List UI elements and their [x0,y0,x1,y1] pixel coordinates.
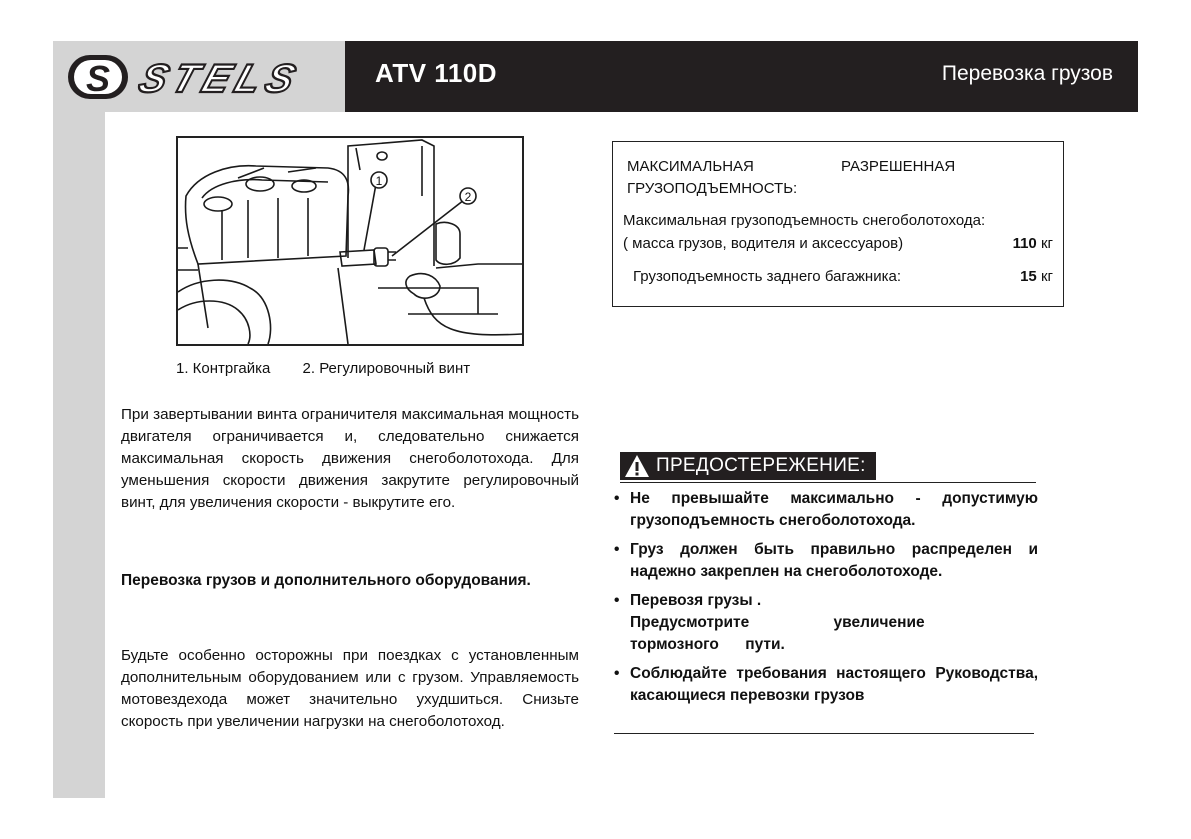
warning-divider [614,733,1034,734]
capacity-title [627,156,987,200]
warning-title: ПРЕДОСТЕРЕЖЕНИЕ: [656,455,866,476]
warning-item: • Соблюдайте требования настоящего Руководства, касающиеся перевозки грузов [614,663,1038,707]
brand-logo [67,53,337,101]
capacity-row3-value: 15 кг [1020,268,1053,285]
capacity-row1-label: Максимальная грузоподъемность снегоболотохода: [623,212,986,229]
capacity-title-line2: ГРУЗОПОДЪЕМНОСТЬ: [627,180,798,197]
svg-text:S: S [85,58,111,99]
figure-caption [176,360,536,377]
capacity-row-total [623,212,1053,229]
capacity-row2-value: 110 кг [1012,235,1053,252]
capacity-row3-label: Грузоподъемность заднего багажника: [633,268,901,285]
callout-1: 1 [375,174,383,188]
warning-triangle-icon [624,454,650,478]
capacity-box [612,141,1064,307]
warning-item: • Перевозя грузы . Предусмотрите увеличение тормозного пути. [614,590,1038,656]
side-strip [53,112,105,798]
callout-2: 2 [464,190,472,204]
engine-illustration [176,136,524,346]
capacity-row2-label: ( масса грузов, водителя и аксессуаров) [623,235,904,252]
warning-list [614,488,1038,714]
warning-header [620,452,1036,483]
capacity-row-mass [623,235,1053,252]
paragraph-speed-limit: При завертывании винта ограничителя максимальная мощность двигателя ограничивается и, следовательно снижается максимальная скорость движения снегоболотохода. Для уменьшения скорости движения закрутите регулировочный винт, для увеличения скорости - выкрутите его. [121,406,579,511]
capacity-title-word1: МАКСИМАЛЬНАЯ [627,158,754,175]
caption-adjust-screw: 2. Регулировочный винт [302,360,471,377]
paragraph-cargo-caution: Будьте особенно осторожны при поездках с установленным дополнительным оборудованием или с грузом. Управляемость мотовездехода может значительно ухудшиться. Снизьте скорость при увеличении нагрузки на снегоболотоход. [121,647,579,730]
warning-label [620,452,876,480]
model-title: ATV 110D [375,58,498,88]
brand-logo-text: STELS [133,55,307,101]
capacity-title-word2: РАЗРЕШЕННАЯ [841,158,956,175]
caption-locknut: 1. Контргайка [176,360,271,377]
heading-cargo: Перевозка грузов и дополнительного оборудования. [121,572,531,589]
warning-item: • Груз должен быть правильно распределен и надежно закреплен на снегоболотоходе. [614,539,1038,583]
warning-item: • Не превышайте максимально - допустимую грузоподъемность снегоболотохода. [614,488,1038,532]
section-title: Перевозка грузов [941,62,1113,85]
capacity-row-rack [633,268,1053,285]
